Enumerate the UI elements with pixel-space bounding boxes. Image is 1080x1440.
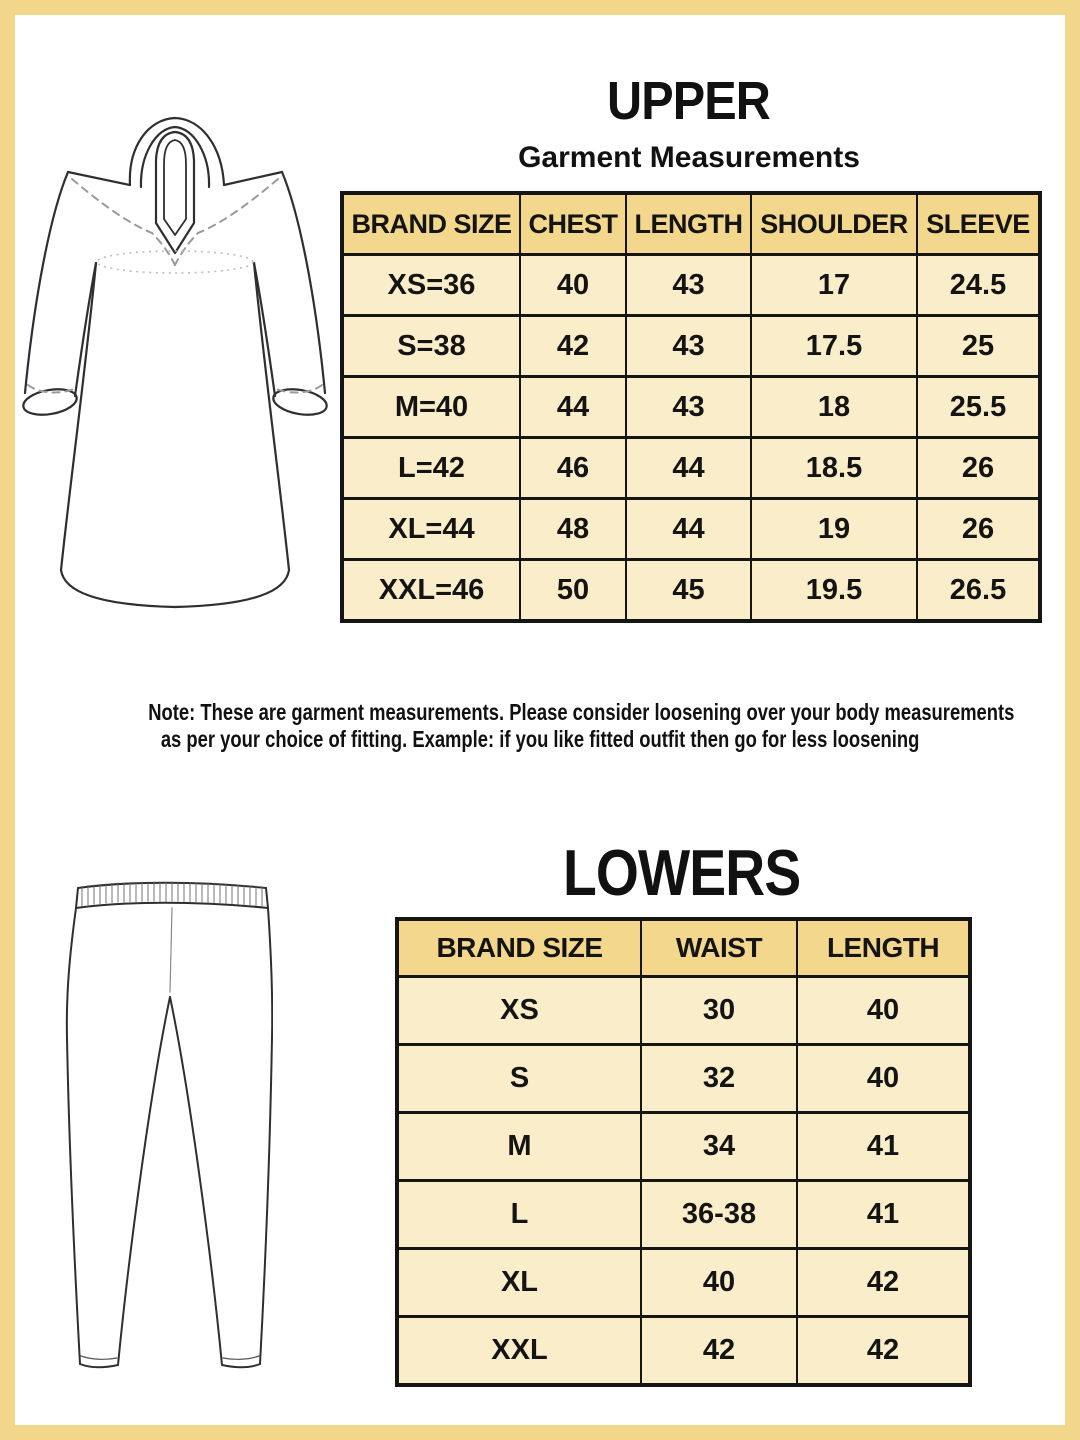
leggings-illustration (58, 872, 273, 1387)
note-line-2: as per your choice of fitting. Example: if you like fitted outfit then go for less loosening (160, 726, 920, 752)
table-row-m (397, 1113, 970, 1181)
cell-length: 43 (626, 255, 751, 316)
kurta-illustration (20, 115, 330, 640)
cell-size: XL=44 (342, 499, 520, 560)
cell-shoulder: 19 (751, 499, 917, 560)
lowers-size-table (395, 917, 972, 1387)
cell-length: 40 (797, 977, 970, 1045)
cell-chest: 46 (520, 438, 626, 499)
cell-shoulder: 17.5 (751, 316, 917, 377)
cell-waist: 30 (641, 977, 797, 1045)
cell-waist: 40 (641, 1249, 797, 1317)
column-header-length: LENGTH (626, 193, 751, 255)
cell-length: 44 (626, 438, 751, 499)
table-row-xxl (397, 1317, 970, 1386)
cell-sleeve: 26 (917, 438, 1040, 499)
column-header-length: LENGTH (797, 919, 970, 977)
column-header-waist: WAIST (641, 919, 797, 977)
cell-shoulder: 18 (751, 377, 917, 438)
cell-sleeve: 26.5 (917, 560, 1040, 622)
cell-sleeve: 26 (917, 499, 1040, 560)
cell-chest: 48 (520, 499, 626, 560)
cell-waist: 42 (641, 1317, 797, 1386)
cell-size: XXL (397, 1317, 641, 1386)
note-line-1: Note: These are garment measurements. Please consider loosening over your body measurements (148, 699, 1015, 725)
upper-subtitle: Garment Measurements (518, 141, 860, 174)
cell-shoulder: 18.5 (751, 438, 917, 499)
lowers-section-title (395, 836, 968, 909)
cell-size: XS (397, 977, 641, 1045)
cell-length: 43 (626, 316, 751, 377)
column-header-sleeve: SLEEVE (917, 193, 1040, 255)
column-header-chest: CHEST (520, 193, 626, 255)
table-row-xl (342, 499, 1040, 560)
upper-size-table (340, 191, 1042, 623)
cell-chest: 42 (520, 316, 626, 377)
cell-size: XL (397, 1249, 641, 1317)
cell-size: L=42 (342, 438, 520, 499)
cell-waist: 32 (641, 1045, 797, 1113)
table-row-xs (342, 255, 1040, 316)
cell-length: 43 (626, 377, 751, 438)
cell-shoulder: 17 (751, 255, 917, 316)
cell-size: XXL=46 (342, 560, 520, 622)
table-row-l (342, 438, 1040, 499)
lowers-header-row (397, 919, 970, 977)
cell-chest: 50 (520, 560, 626, 622)
cell-chest: 44 (520, 377, 626, 438)
lowers-title-text: LOWERS (562, 836, 801, 909)
column-header-brand-size: BRAND SIZE (342, 193, 520, 255)
table-row-s (397, 1045, 970, 1113)
upper-header-row (342, 193, 1040, 255)
table-row-m (342, 377, 1040, 438)
cell-waist: 36-38 (641, 1181, 797, 1249)
measurement-note (40, 699, 1040, 753)
cell-length: 40 (797, 1045, 970, 1113)
cell-length: 45 (626, 560, 751, 622)
cell-length: 41 (797, 1113, 970, 1181)
cell-sleeve: 25 (917, 316, 1040, 377)
table-row-xl (397, 1249, 970, 1317)
cell-length: 42 (797, 1317, 970, 1386)
cell-sleeve: 24.5 (917, 255, 1040, 316)
column-header-brand-size: BRAND SIZE (397, 919, 641, 977)
cell-size: M=40 (342, 377, 520, 438)
upper-title-text: UPPER (607, 71, 771, 131)
cell-length: 44 (626, 499, 751, 560)
cell-sleeve: 25.5 (917, 377, 1040, 438)
cell-size: S=38 (342, 316, 520, 377)
cell-shoulder: 19.5 (751, 560, 917, 622)
cell-length: 41 (797, 1181, 970, 1249)
cell-size: M (397, 1113, 641, 1181)
table-row-xxl (342, 560, 1040, 622)
cell-waist: 34 (641, 1113, 797, 1181)
table-row-s (342, 316, 1040, 377)
column-header-shoulder: SHOULDER (751, 193, 917, 255)
table-row-l (397, 1181, 970, 1249)
cell-length: 42 (797, 1249, 970, 1317)
table-row-xs (397, 977, 970, 1045)
cell-chest: 40 (520, 255, 626, 316)
upper-section-title (340, 71, 1038, 131)
cell-size: S (397, 1045, 641, 1113)
cell-size: L (397, 1181, 641, 1249)
cell-size: XS=36 (342, 255, 520, 316)
